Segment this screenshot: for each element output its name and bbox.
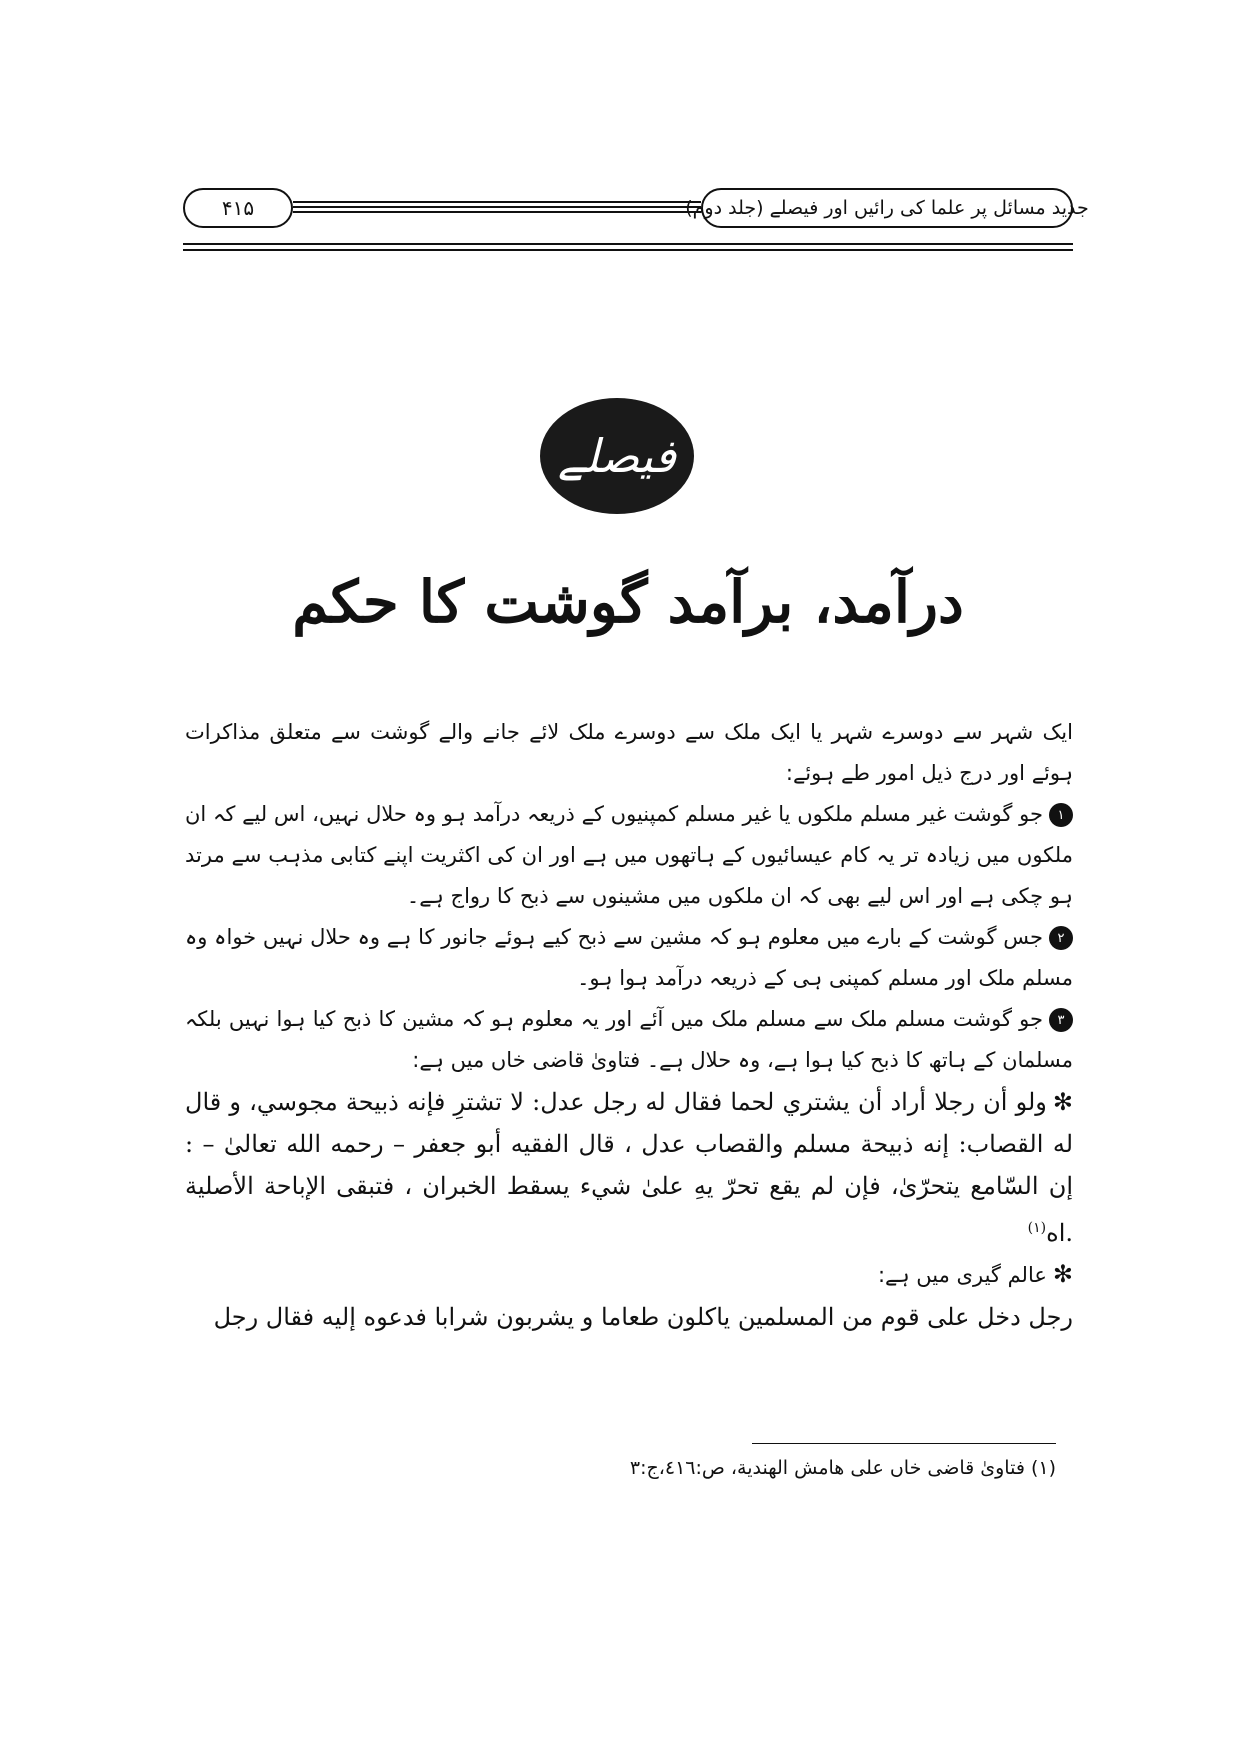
page-number: ۴۱۵: [221, 196, 255, 220]
book-title: جدید مسائل پر علما کی رائیں اور فیصلے (جلد دوم): [685, 197, 1089, 219]
header-rule: [183, 243, 1073, 245]
arabic-quote: رجل دخل على قوم من المسلمين ياكلون طعاما و يشربون شرابا فدعوه إليه فقال رجل: [213, 1303, 1073, 1331]
header-rule: [183, 249, 1073, 251]
page-number-frame: [183, 188, 293, 228]
decision-text: جس گوشت کے بارے میں معلوم ہو کہ مشین سے ذبح کیے ہوئے جانور کا ہے وہ حلال نہیں خواہ وہ مسلم ملک اور مسلم کمپنی ہی کے ذریعہ درآمد ہوا ہو۔: [185, 925, 1073, 990]
arabic-quote: [185, 1081, 1073, 1254]
decision-number: ۱: [1049, 803, 1073, 827]
decision-number: ۲: [1049, 926, 1073, 950]
intro-paragraph: ایک شہر سے دوسرے شہر یا ایک ملک سے دوسرے ملک لائے جانے والے گوشت سے متعلق مذاکرات ہوئے اور درج ذیل امور طے ہوئے:: [185, 720, 1073, 785]
section-badge: [540, 398, 694, 514]
source-heading: [185, 1254, 1073, 1296]
chapter-title: درآمد، برآمد گوشت کا حکم: [292, 568, 964, 636]
book-title-frame: [685, 188, 1089, 228]
decision-number: ۳: [1049, 1008, 1073, 1032]
asterisk-icon: ✻: [1052, 1260, 1073, 1288]
header-line: [293, 201, 701, 203]
section-badge-label: فیصلے: [558, 429, 676, 483]
source-heading-text: عالم گیری میں ہے:: [877, 1263, 1047, 1287]
page-header: [183, 188, 1089, 236]
decision-text: جو گوشت غیر مسلم ملکوں یا غیر مسلم کمپنیوں کے ذریعہ درآمد ہو وہ حلال نہیں، اس لیے کہ ان ملکوں میں زیادہ تر یہ کام عیسائیوں کے ہاتھوں میں ہے اور ان کی اکثریت اپنے کتابی مذہب سے مرتد ہو چکی ہے اور اس لیے بھی کہ ان ملکوں میں مشینوں سے ذبح کا رواج ہے۔: [185, 802, 1073, 908]
arabic-quote-text: ولو أن رجلا أراد أن يشتري لحما فقال له رجل عدل: لا تشترِ فإنه ذبيحة مجوسي، و قال له القصاب: إنه ذبيحة مسلم والقصاب عدل ، قال الفقيه أبو جعفر – رحمه الله تعالىٰ – : إن السّامع يتحرّىٰ، فإن لم يقع تحرّ يهِ علىٰ شيء يسقط الخبران ، فتبقى الإباحة الأصلية .اه: [185, 1088, 1074, 1247]
decision-item: [185, 794, 1073, 917]
footnote-divider: [752, 1443, 1056, 1444]
decision-item: [185, 999, 1073, 1081]
footnote: (۱) فتاویٰ قاضی خاں علی ھامش الھندیة، ص:٤١٦،ج:٣: [629, 1457, 1056, 1479]
decision-text: جو گوشت مسلم ملک سے مسلم ملک میں آئے اور یہ معلوم ہو کہ مشین کا ذبح کیا ہوا نہیں بلکہ مسلمان کے ہاتھ کا ذبح کیا ہوا ہے، وہ حلال ہے۔ فتاویٰ قاضی خاں میں ہے:: [185, 1007, 1073, 1072]
header-line: [293, 211, 701, 213]
footnote-reference: (۱): [1027, 1220, 1047, 1236]
body-text: [185, 712, 1073, 1338]
header-line: [293, 206, 701, 208]
decision-item: [185, 917, 1073, 999]
asterisk-icon: ✻: [1052, 1088, 1073, 1116]
